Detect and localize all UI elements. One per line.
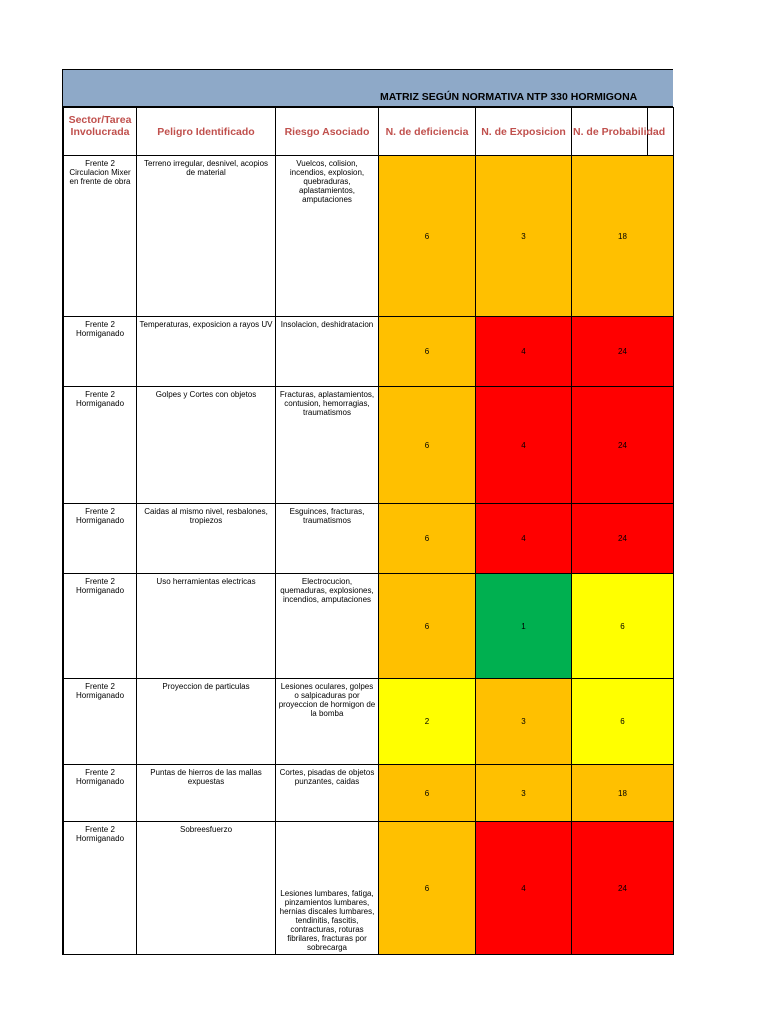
table-row [64,504,674,574]
cell-deficiencia: 6 [379,765,476,822]
cell-deficiencia: 6 [379,317,476,387]
cell-sector: Frente 2 Hormiganado [64,504,137,574]
cell-probabilidad: 24 [572,504,674,574]
cell-riesgo: Insolacion, deshidratacion [276,317,379,387]
header-row [64,108,674,156]
cell-probabilidad: 6 [572,574,674,679]
cell-sector: Frente 2 Hormiganado [64,822,137,955]
table-row [64,679,674,765]
cell-sector: Frente 2 Hormiganado [64,387,137,504]
cell-exposicion: 4 [476,387,572,504]
cell-riesgo: Esguinces, fracturas, traumatismos [276,504,379,574]
cell-probabilidad: 24 [572,822,674,955]
table-row [64,156,674,317]
header-riesgo: Riesgo Asociado [276,108,379,156]
cell-probabilidad: 18 [572,765,674,822]
cell-deficiencia: 6 [379,822,476,955]
cell-sector: Frente 2 Hormiganado [64,679,137,765]
cell-probabilidad: 18 [572,156,674,317]
header-exposicion: N. de Exposicion [476,108,572,156]
header-deficiencia: N. de deficiencia [379,108,476,156]
header-peligro: Peligro Identificado [137,108,276,156]
cell-riesgo: Vuelcos, colision, incendios, explosion, quebraduras, aplastamientos, amputaciones [276,156,379,317]
cell-deficiencia: 6 [379,156,476,317]
table-row [64,822,674,955]
cell-peligro: Puntas de hierros de las mallas expuestas [137,765,276,822]
cell-sector: Frente 2 Hormiganado [64,574,137,679]
cell-peligro: Terreno irregular, desnivel, acopios de material [137,156,276,317]
risk-matrix-sheet [62,69,673,955]
cell-sector: Frente 2 Circulacion Mixer en frente de obra [64,156,137,317]
cell-peligro: Temperaturas, exposicion a rayos UV [137,317,276,387]
cell-probabilidad: 24 [572,387,674,504]
cell-probabilidad: 6 [572,679,674,765]
cell-peligro: Sobreesfuerzo [137,822,276,955]
matrix-title: MATRIZ SEGÚN NORMATIVA NTP 330 HORMIGONA [380,91,638,103]
cell-sector: Frente 2 Hormiganado [64,317,137,387]
cell-deficiencia: 6 [379,574,476,679]
cell-exposicion: 3 [476,156,572,317]
risk-matrix-table [63,107,674,955]
header-sector: Sector/Tarea Involucrada [64,108,137,156]
cell-exposicion: 4 [476,504,572,574]
cell-riesgo: Electrocucion, quemaduras, explosiones, incendios, amputaciones [276,574,379,679]
cell-exposicion: 3 [476,679,572,765]
cell-exposicion: 4 [476,317,572,387]
cell-peligro: Proyeccion de particulas [137,679,276,765]
cell-deficiencia: 2 [379,679,476,765]
cell-peligro: Caidas al mismo nivel, resbalones, tropiezos [137,504,276,574]
table-row [64,765,674,822]
table-row [64,317,674,387]
cell-probabilidad: 24 [572,317,674,387]
cell-peligro: Uso herramientas electricas [137,574,276,679]
cell-sector: Frente 2 Hormiganado [64,765,137,822]
cell-deficiencia: 6 [379,387,476,504]
table-row [64,387,674,504]
cell-exposicion: 1 [476,574,572,679]
title-banner [63,69,673,107]
cell-exposicion: 4 [476,822,572,955]
cell-deficiencia: 6 [379,504,476,574]
cell-riesgo: Fracturas, aplastamientos, contusion, hemorragias, traumatismos [276,387,379,504]
cell-riesgo: Cortes, pisadas de objetos punzantes, caidas [276,765,379,822]
cell-exposicion: 3 [476,765,572,822]
cell-peligro: Golpes y Cortes con objetos [137,387,276,504]
table-row [64,574,674,679]
cell-riesgo: Lesiones lumbares, fatiga, pinzamientos lumbares, hernias discales lumbares, tendinitis, fascitis, contracturas, roturas fibrilares, fracturas por sobrecarga [276,822,379,955]
cell-riesgo: Lesiones oculares, golpes o salpicaduras por proyeccion de hormigon de la bomba [276,679,379,765]
header-probabilidad: N. de Probabilidad [572,108,674,156]
